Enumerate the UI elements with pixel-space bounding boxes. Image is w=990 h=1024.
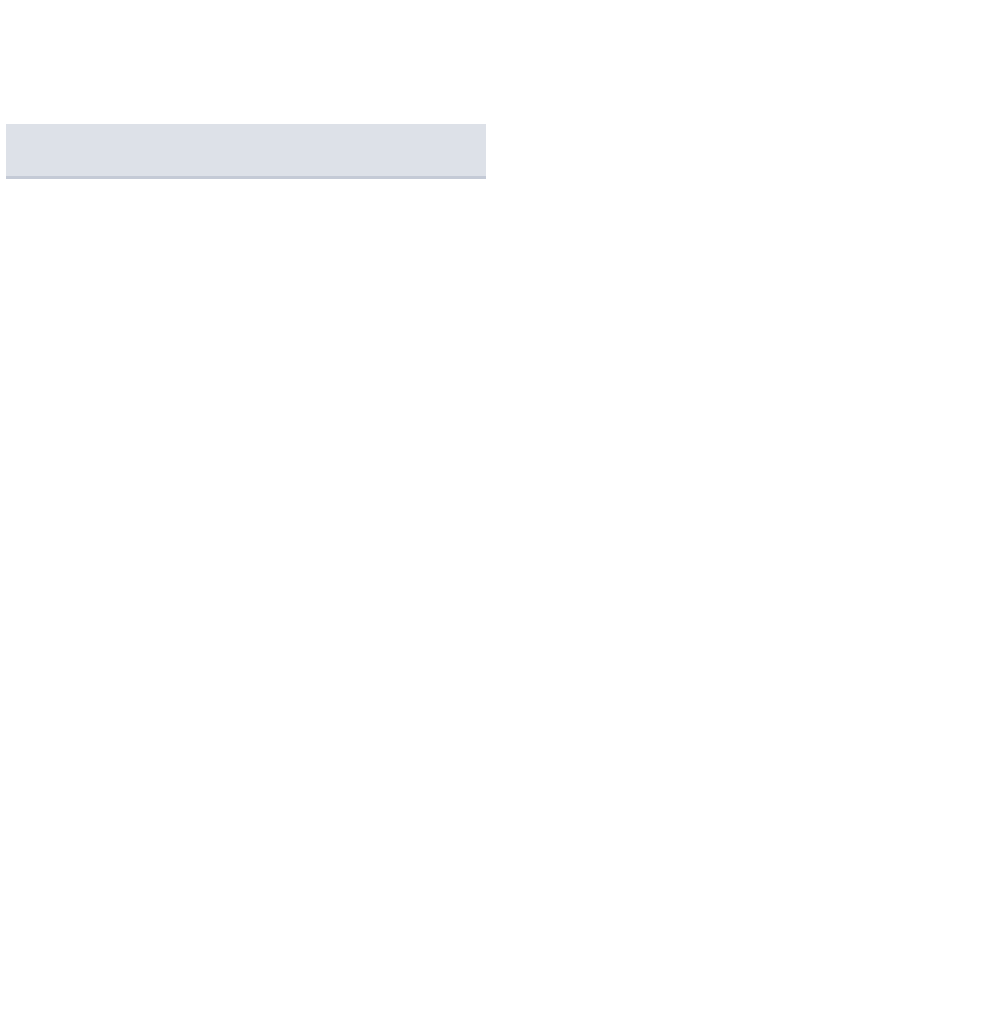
forecast-table — [6, 124, 486, 180]
